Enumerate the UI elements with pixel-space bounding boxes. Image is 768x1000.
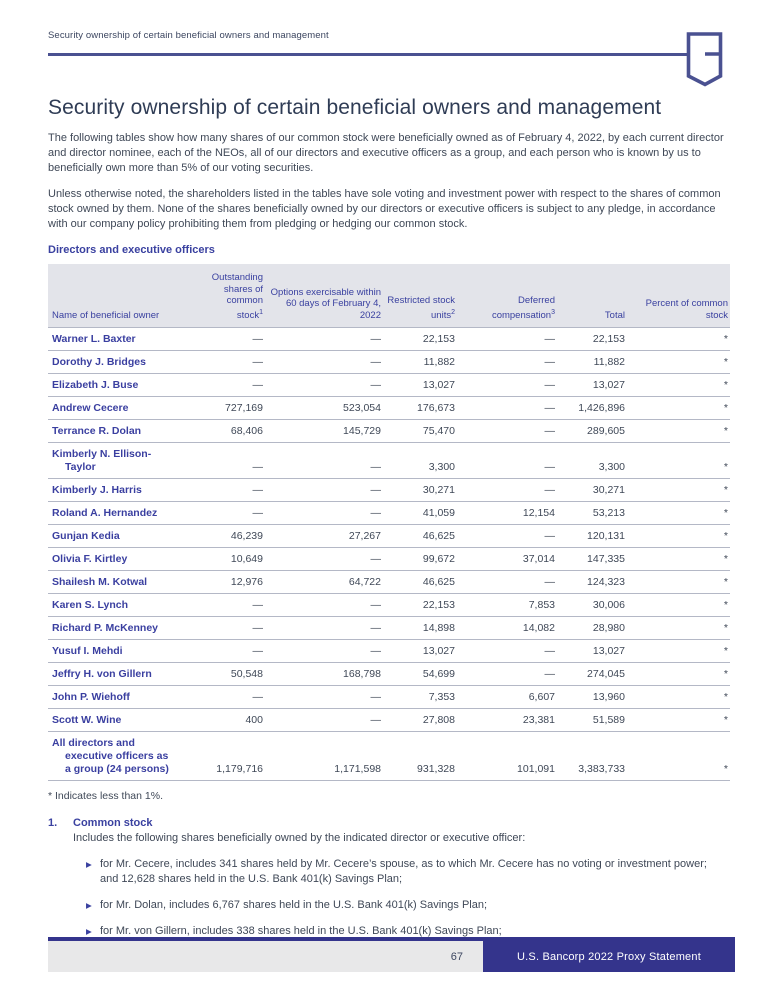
value-cell: 120,131 [557, 525, 627, 548]
table-row [48, 686, 730, 709]
value-cell: * [627, 443, 730, 479]
value-cell: 3,383,733 [557, 732, 627, 781]
value-cell: 12,976 [198, 571, 265, 594]
owner-name-cell: Jeffry H. von Gillern [48, 663, 198, 686]
value-cell: — [265, 374, 383, 397]
owner-name-cell: Gunjan Kedia [48, 525, 198, 548]
table-row [48, 374, 730, 397]
value-cell: 27,808 [383, 709, 457, 732]
value-cell: 10,649 [198, 548, 265, 571]
value-cell: * [627, 663, 730, 686]
value-cell: — [457, 479, 557, 502]
value-cell: 53,213 [557, 502, 627, 525]
table-row [48, 594, 730, 617]
value-cell: 3,300 [557, 443, 627, 479]
table-row [48, 548, 730, 571]
table-row [48, 617, 730, 640]
column-header: Deferred compensation$^3$ [457, 264, 557, 328]
value-cell: 22,153 [557, 328, 627, 351]
value-cell: 1,179,716 [198, 732, 265, 781]
table-row [48, 571, 730, 594]
value-cell: 11,882 [557, 351, 627, 374]
footnote-bullet [86, 898, 714, 913]
value-cell: — [457, 525, 557, 548]
value-cell: 147,335 [557, 548, 627, 571]
value-cell: 75,470 [383, 420, 457, 443]
footnote-number: 1. [48, 817, 58, 830]
value-cell: — [198, 502, 265, 525]
value-cell: 11,882 [383, 351, 457, 374]
value-cell: — [457, 328, 557, 351]
value-cell: 54,699 [383, 663, 457, 686]
value-cell: * [627, 594, 730, 617]
value-cell: 13,027 [557, 374, 627, 397]
value-cell: 27,267 [265, 525, 383, 548]
table-header [48, 264, 730, 328]
value-cell: 289,605 [557, 420, 627, 443]
value-cell: 14,898 [383, 617, 457, 640]
triangle-right-icon: ▶ [86, 860, 92, 870]
owner-name-cell: Kimberly J. Harris [48, 479, 198, 502]
value-cell: * [627, 640, 730, 663]
value-cell: 50,548 [198, 663, 265, 686]
value-cell: 274,045 [557, 663, 627, 686]
value-cell: 523,054 [265, 397, 383, 420]
value-cell: 3,300 [383, 443, 457, 479]
table-row [48, 663, 730, 686]
owner-name-cell: Shailesh M. Kotwal [48, 571, 198, 594]
value-cell: 400 [198, 709, 265, 732]
owner-name-cell: Scott W. Wine [48, 709, 198, 732]
owner-name-cell: Dorothy J. Bridges [48, 351, 198, 374]
table-row [48, 443, 730, 479]
footnote-bullet [86, 857, 714, 887]
table-row [48, 709, 730, 732]
value-cell: * [627, 328, 730, 351]
value-cell: * [627, 525, 730, 548]
value-cell: — [198, 594, 265, 617]
owner-name-cell: Yusuf I. Mehdi [48, 640, 198, 663]
footnote-bullet-text: for Mr. Dolan, includes 6,767 shares held in the U.S. Bank 401(k) Savings Plan; [100, 899, 488, 912]
value-cell: — [198, 686, 265, 709]
value-cell: * [627, 617, 730, 640]
value-cell: 30,006 [557, 594, 627, 617]
footnote-1 [48, 817, 730, 939]
value-cell: 145,729 [265, 420, 383, 443]
table-row [48, 502, 730, 525]
value-cell: — [198, 443, 265, 479]
value-cell: — [457, 374, 557, 397]
value-cell: — [457, 571, 557, 594]
owner-name-cell: Karen S. Lynch [48, 594, 198, 617]
value-cell: * [627, 351, 730, 374]
owner-name-cell: Richard P. McKenney [48, 617, 198, 640]
us-bancorp-shield-icon [686, 32, 724, 88]
owner-name-cell: Kimberly N. Ellison-Taylor [48, 443, 198, 479]
running-header: Security ownership of certain beneficial owners and management [48, 30, 329, 41]
page-title: Security ownership of certain beneficial owners and management [48, 96, 662, 119]
section-heading: Directors and executive officers [48, 244, 215, 256]
owner-name-cell: Terrance R. Dolan [48, 420, 198, 443]
value-cell: — [265, 640, 383, 663]
value-cell: 30,271 [383, 479, 457, 502]
value-cell: — [265, 594, 383, 617]
intro-paragraph-1: The following tables show how many shares of our common stock were beneficially owned as of February 4, 2022, by each current director and director nominee, each of the NEOs, all of our directors and executive officers as a group, and each person who is known by us to beneficially own more than 5% of our voting securities. [48, 132, 724, 174]
value-cell: * [627, 374, 730, 397]
value-cell: 176,673 [383, 397, 457, 420]
value-cell: — [457, 397, 557, 420]
owner-name-cell: Olivia F. Kirtley [48, 548, 198, 571]
value-cell: — [265, 709, 383, 732]
value-cell: — [198, 374, 265, 397]
value-cell: — [265, 617, 383, 640]
value-cell: 22,153 [383, 328, 457, 351]
value-cell: — [198, 328, 265, 351]
value-cell: 14,082 [457, 617, 557, 640]
value-cell: — [457, 640, 557, 663]
table-row [48, 640, 730, 663]
value-cell: 30,271 [557, 479, 627, 502]
value-cell: — [198, 640, 265, 663]
value-cell: — [198, 479, 265, 502]
footnote-title: Common stock [73, 817, 153, 830]
owner-name-cell: All directors and executive officers as a group (24 persons) [48, 732, 198, 781]
value-cell: 64,722 [265, 571, 383, 594]
column-header: Name of beneficial owner [48, 264, 198, 328]
owner-name-cell: John P. Wiehoff [48, 686, 198, 709]
value-cell: 22,153 [383, 594, 457, 617]
value-cell: — [198, 617, 265, 640]
footnote-intro: Includes the following shares beneficially owned by the indicated director or executive officer: [73, 832, 526, 845]
owner-name-cell: Andrew Cecere [48, 397, 198, 420]
value-cell: 46,625 [383, 571, 457, 594]
value-cell: — [265, 686, 383, 709]
footnote-bullet-text: for Mr. Cecere, includes 341 shares held by Mr. Cecere’s spouse, as to which Mr. Cecere has no voting or investment power; and 12,628 shares held in the U.S. Bank 401(k) Savings Plan; [100, 858, 707, 886]
value-cell: * [627, 420, 730, 443]
column-header: Outstanding shares of common stock$^1$ [198, 264, 265, 328]
value-cell: * [627, 709, 730, 732]
value-cell: 46,239 [198, 525, 265, 548]
table-row [48, 328, 730, 351]
main-content [48, 96, 730, 939]
value-cell: * [627, 686, 730, 709]
footer-brand: U.S. Bancorp 2022 Proxy Statement [483, 941, 735, 972]
column-header: Total [557, 264, 627, 328]
value-cell: 931,328 [383, 732, 457, 781]
header-rule [48, 53, 688, 56]
beneficial-ownership-table [48, 264, 730, 781]
value-cell: 1,426,896 [557, 397, 627, 420]
value-cell: — [265, 351, 383, 374]
value-cell: * [627, 548, 730, 571]
value-cell: 168,798 [265, 663, 383, 686]
value-cell: 7,353 [383, 686, 457, 709]
owner-name-cell: Warner L. Baxter [48, 328, 198, 351]
page-footer [48, 937, 735, 972]
value-cell: — [265, 328, 383, 351]
value-cell: 23,381 [457, 709, 557, 732]
table-row [48, 732, 730, 781]
value-cell: — [265, 548, 383, 571]
value-cell: — [265, 479, 383, 502]
footnote-bullet-text: for Mr. von Gillern, includes 338 shares held in the U.S. Bank 401(k) Savings Plan; [100, 925, 502, 938]
value-cell: 51,589 [557, 709, 627, 732]
value-cell: — [265, 502, 383, 525]
value-cell: 1,171,598 [265, 732, 383, 781]
table-row [48, 479, 730, 502]
value-cell: — [198, 351, 265, 374]
column-header: Options exercisable within 60 days of February 4, 2022 [265, 264, 383, 328]
value-cell: 13,027 [557, 640, 627, 663]
value-cell: — [265, 443, 383, 479]
value-cell: 37,014 [457, 548, 557, 571]
value-cell: 41,059 [383, 502, 457, 525]
column-header: Percent of common stock [627, 264, 730, 328]
value-cell: — [457, 443, 557, 479]
value-cell: 13,027 [383, 640, 457, 663]
value-cell: * [627, 732, 730, 781]
value-cell: 7,853 [457, 594, 557, 617]
value-cell: 68,406 [198, 420, 265, 443]
value-cell: 13,027 [383, 374, 457, 397]
value-cell: 124,323 [557, 571, 627, 594]
page-number: 67 [48, 941, 483, 972]
triangle-right-icon: ▶ [86, 901, 92, 911]
value-cell: — [457, 420, 557, 443]
value-cell: 101,091 [457, 732, 557, 781]
value-cell: 99,672 [383, 548, 457, 571]
star-footnote: * Indicates less than 1%. [48, 790, 163, 803]
triangle-right-icon: ▶ [86, 927, 92, 937]
value-cell: 46,625 [383, 525, 457, 548]
value-cell: — [457, 663, 557, 686]
value-cell: * [627, 571, 730, 594]
intro-paragraph-2: Unless otherwise noted, the shareholders listed in the tables have sole voting and investment power with respect to the shares of common stock owned by them. None of the shares beneficially owned by our directors or executive officers is subject to any pledge, in accordance with our company policy prohibiting them from pledging or hedging our common stock. [48, 188, 721, 230]
value-cell: 727,169 [198, 397, 265, 420]
table-row [48, 420, 730, 443]
value-cell: * [627, 502, 730, 525]
table-row [48, 525, 730, 548]
value-cell: 6,607 [457, 686, 557, 709]
value-cell: * [627, 397, 730, 420]
footnote-heading [48, 817, 730, 829]
column-header: Restricted stock units$^2$ [383, 264, 457, 328]
value-cell: — [457, 351, 557, 374]
owner-name-cell: Roland A. Hernandez [48, 502, 198, 525]
value-cell: 28,980 [557, 617, 627, 640]
table-row [48, 351, 730, 374]
owner-name-cell: Elizabeth J. Buse [48, 374, 198, 397]
value-cell: 12,154 [457, 502, 557, 525]
value-cell: 13,960 [557, 686, 627, 709]
value-cell: * [627, 479, 730, 502]
table-row [48, 397, 730, 420]
